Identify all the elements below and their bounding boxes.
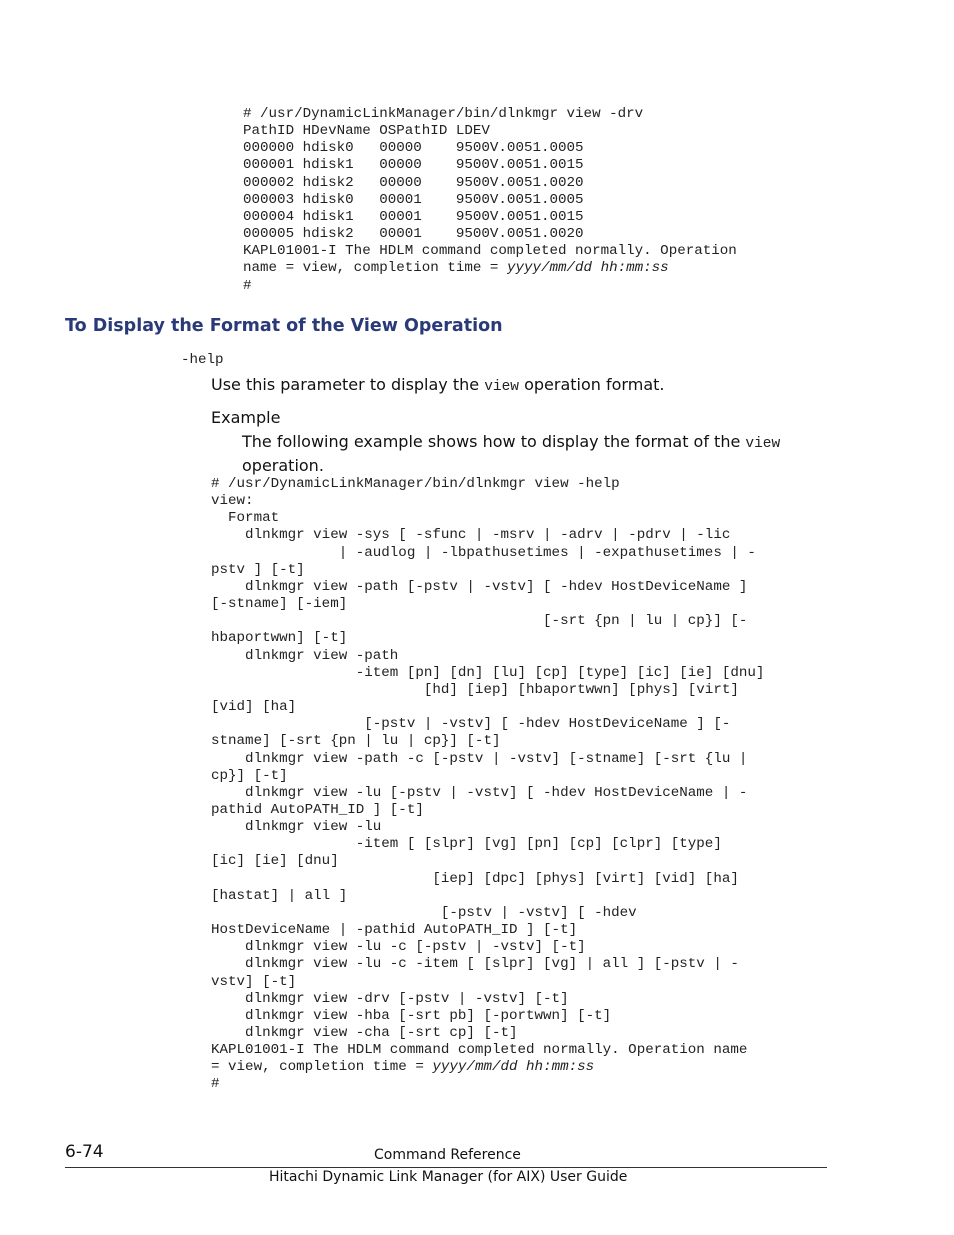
code-line: [hd] [iep] [hbaportwwn] [phys] [virt]: [423, 681, 739, 698]
code-line: dlnkmgr view -lu [-pstv | -vstv] [ -hdev HostDeviceName | -: [245, 784, 748, 801]
inline-code: view: [745, 436, 781, 452]
section-heading: To Display the Format of the View Operation: [65, 316, 503, 336]
code-line: = view, completion time =: [211, 1059, 433, 1076]
code-example-view-help: [211, 476, 764, 1094]
code-line: vstv] [-t]: [211, 973, 297, 990]
code-line: cp}] [-t]: [211, 767, 288, 784]
code-line: dlnkmgr view -hba [-srt pb] [-portwwn] [-t]: [245, 1007, 612, 1024]
code-line: -item [pn] [dn] [lu] [cp] [type] [ic] [ie] [dnu]: [355, 664, 765, 681]
code-line: 000004 hdisk1 00001 9500V.0051.0015: [243, 208, 584, 225]
desc-text: operation format.: [519, 375, 665, 394]
completion-time-placeholder: yyyy/mm/dd hh:mm:ss: [506, 260, 669, 277]
code-line: # /usr/DynamicLinkManager/bin/dlnkmgr view -help: [211, 476, 620, 492]
code-line: dlnkmgr view -drv [-pstv | -vstv] [-t]: [245, 990, 569, 1007]
footer-document-title: Hitachi Dynamic Link Manager (for AIX) User Guide: [269, 1169, 628, 1185]
code-line: [-srt {pn | lu | cp}] [-: [543, 613, 748, 630]
code-line: PathID HDevName OSPathID LDEV: [243, 123, 490, 140]
desc-text: Use this parameter to display the: [211, 375, 485, 394]
code-line: [vid] [ha]: [211, 699, 297, 716]
completion-time-placeholder: yyyy/mm/dd hh:mm:ss: [432, 1059, 595, 1076]
code-line: dlnkmgr view -lu -c [-pstv | -vstv] [-t]: [245, 939, 586, 956]
code-lines: [243, 106, 737, 259]
code-line: hbaportwwn] [-t]: [211, 630, 348, 647]
code-line: [-stname] [-iem]: [211, 596, 348, 613]
parameter-name: -help: [181, 352, 224, 368]
footer-section-title: Command Reference: [374, 1147, 521, 1163]
code-line: [iep] [dpc] [phys] [virt] [vid] [ha]: [432, 870, 739, 887]
example-label: Example: [211, 408, 281, 427]
code-line: dlnkmgr view -sys [ -sfunc | -msrv | -adrv | -pdrv | -lic: [245, 527, 731, 544]
code-line: -item [ [slpr] [vg] [pn] [cp] [clpr] [type]: [355, 836, 722, 853]
code-line: dlnkmgr view -lu: [245, 819, 382, 836]
desc-text: The following example shows how to display the format of the: [242, 432, 746, 451]
code-line: # /usr/DynamicLinkManager/bin/dlnkmgr view -drv: [243, 106, 644, 122]
code-line: 000000 hdisk0 00000 9500V.0051.0005: [243, 140, 584, 157]
code-line: dlnkmgr view -lu -c -item [ [slpr] [vg] | all ] [-pstv | -: [245, 956, 739, 973]
code-line: view:: [211, 493, 254, 510]
code-line: dlnkmgr view -path [-pstv | -vstv] [ -hdev HostDeviceName ]: [245, 578, 748, 595]
parameter-description: [211, 375, 664, 395]
code-line: [ic] [ie] [dnu]: [211, 853, 339, 870]
page-number: 6-74: [65, 1142, 104, 1162]
code-line: stname] [-srt {pn | lu | cp}] [-t]: [211, 733, 501, 750]
code-line: [hastat] | all ]: [211, 887, 348, 904]
code-example-view-drv: [243, 106, 737, 295]
code-line: pstv ] [-t]: [211, 561, 305, 578]
code-line: 000005 hdisk2 00001 9500V.0051.0020: [243, 226, 584, 243]
code-line: [-pstv | -vstv] [ -hdev HostDeviceName ] [-: [364, 716, 731, 733]
example-description: [242, 431, 817, 476]
code-prompt: #: [243, 277, 252, 294]
code-line: 000003 hdisk0 00001 9500V.0051.0005: [243, 191, 584, 208]
code-line: | -audlog | -lbpathusetimes | -expathusetimes | -: [338, 544, 756, 561]
code-line: 000002 hdisk2 00000 9500V.0051.0020: [243, 174, 584, 191]
inline-code: view: [484, 379, 520, 395]
code-line: dlnkmgr view -path -c [-pstv | -vstv] [-stname] [-srt {lu |: [245, 750, 748, 767]
code-line: pathid AutoPATH_ID ] [-t]: [211, 801, 424, 818]
code-line: [-pstv | -vstv] [ -hdev: [440, 904, 637, 921]
code-line: name = view, completion time =: [243, 260, 507, 277]
code-line: dlnkmgr view -path: [245, 647, 399, 664]
code-line: Format: [228, 510, 280, 527]
desc-text: operation.: [242, 456, 324, 475]
code-line: KAPL01001-I The HDLM command completed normally. Operation name: [211, 1042, 748, 1059]
footer-divider: [65, 1167, 827, 1168]
code-prompt: #: [211, 1076, 220, 1093]
code-lines: [211, 476, 764, 1058]
code-line: dlnkmgr view -cha [-srt cp] [-t]: [245, 1025, 518, 1041]
code-line: 000001 hdisk1 00000 9500V.0051.0015: [243, 157, 584, 174]
code-line: KAPL01001-I The HDLM command completed normally. Operation: [243, 243, 737, 260]
code-line: HostDeviceName | -pathid AutoPATH_ID ] [-t]: [211, 922, 578, 939]
